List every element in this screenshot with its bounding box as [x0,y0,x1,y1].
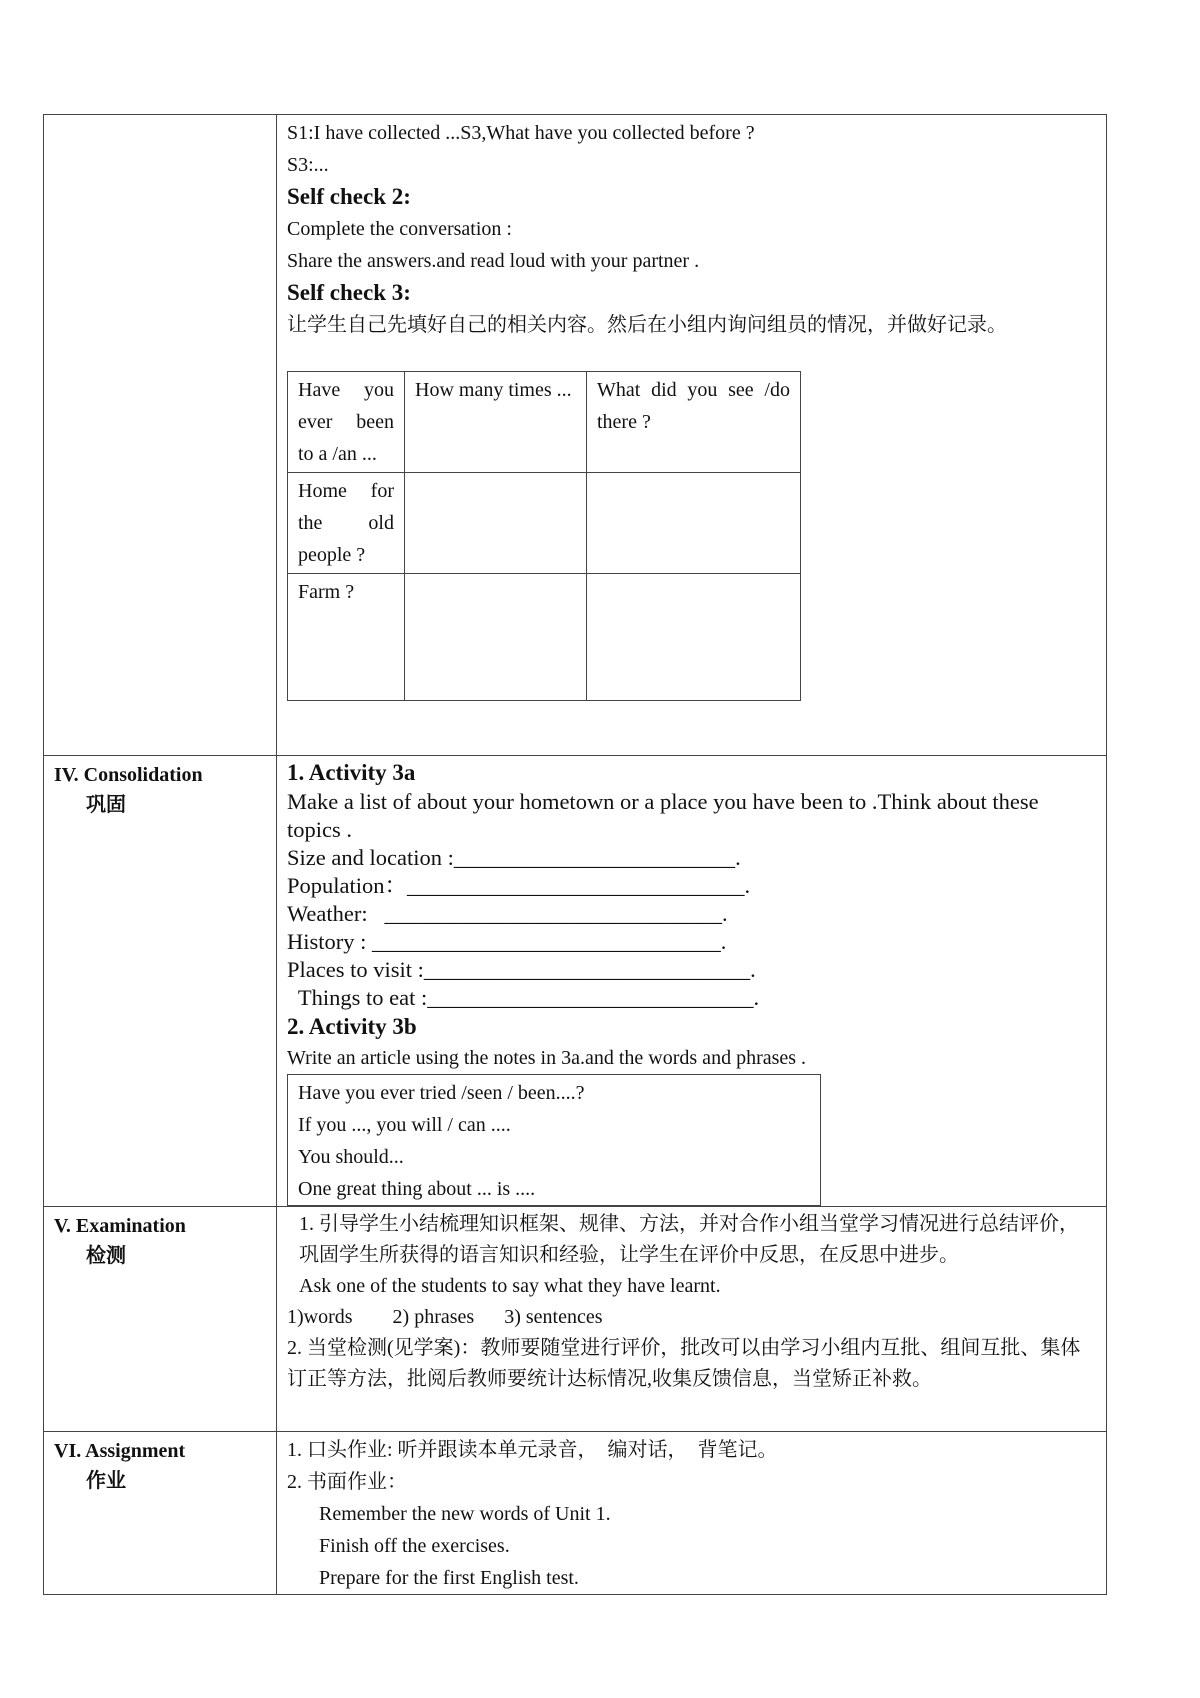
topic-item: Size and location :_________________________. [287,845,741,870]
topic-item: Weather: ______________________________. [287,901,728,926]
self-check-2-heading: Self check 2: [287,184,411,209]
sc2-line-1: Complete the conversation : [287,218,512,240]
examination-content-cell [277,1207,1107,1432]
assignment-item: Prepare for the first English test. [319,1567,579,1589]
assignment-label: VI. Assignment [54,1440,186,1462]
assignment-label-cell [44,1432,277,1595]
phrase-line: If you ..., you will / can .... [298,1114,511,1136]
survey-header-cell: Have you ever been to a /an ... [288,372,405,473]
survey-cell [587,574,801,701]
activity-3a-intro: Make a list of about your hometown or a place you have been to .Think about these topics . [287,789,1039,842]
activity-3a-heading: 1. Activity 3a [287,760,416,785]
activity-3b-heading: 2. Activity 3b [287,1014,417,1039]
examination-p2: Ask one of the students to say what they have learnt. [299,1275,721,1297]
examination-label-cell [44,1207,277,1432]
consolidation-content-cell [277,756,1107,1207]
sc2-line-2: Share the answers.and read loud with your partner . [287,250,700,272]
assignment-label-cn: 作业 [86,1470,126,1492]
survey-cell: Home for the old people ? [288,473,405,574]
topic-item: Things to eat :_____________________________. [287,985,760,1010]
survey-header-cell: How many times ... [405,372,587,473]
assignment-item: Finish off the exercises. [319,1535,510,1557]
survey-cell [405,473,587,574]
topic-item: Places to visit :_____________________________. [287,957,756,982]
topic-item: History : _______________________________. [287,929,727,954]
survey-cell: Farm ? [288,574,405,701]
survey-header-cell: What did you see /do there ? [587,372,801,473]
survey-table [287,371,801,701]
assignment-oral: 1. 口头作业: 听并跟读本单元录音， 编对话， 背笔记。 [287,1439,778,1461]
consolidation-label: IV. Consolidation [54,764,203,786]
phrase-line: One great thing about ... is .... [298,1178,536,1200]
assignment-written: 2. 书面作业： [287,1471,407,1493]
examination-p1: 1. 引导学生小结梳理知识框架、规律、方法，并对合作小组当堂学习情况进行总结评价，巩固学生所获得的语言知识和经验，让学生在评价中反思，在反思中进步。 [299,1213,1079,1266]
sc3-instruction: 让学生自己先填好自己的相关内容。然后在小组内询问组员的情况，并做好记录。 [287,314,1007,336]
row1-label-cell [44,115,277,756]
examination-label-cn: 检测 [86,1245,126,1267]
examination-p3: 1)words 2) phrases 3) sentences [287,1306,603,1328]
survey-cell [405,574,587,701]
consolidation-label-cn: 巩固 [86,794,126,816]
assignment-item: Remember the new words of Unit 1. [319,1503,611,1525]
lesson-plan-table [43,114,1107,1595]
self-check-3-heading: Self check 3: [287,280,411,305]
activity-3b-instruction: Write an article using the notes in 3a.and the words and phrases . [287,1047,807,1069]
assignment-content-cell [277,1432,1107,1595]
phrase-box [287,1074,821,1206]
survey-cell [587,473,801,574]
examination-label: V. Examination [54,1215,186,1237]
dialogue-line-2: S3:... [287,154,329,176]
row1-content-cell [277,115,1107,756]
phrase-line: Have you ever tried /seen / been....? [298,1082,585,1104]
phrase-line: You should... [298,1146,404,1168]
dialogue-line-1: S1:I have collected ...S3,What have you collected before ? [287,122,755,144]
topic-item: Population：______________________________. [287,873,751,898]
consolidation-label-cell [44,756,277,1207]
examination-p4: 2. 当堂检测(见学案)：教师要随堂进行评价，批改可以由学习小组内互批、组间互批、集体订正等方法，批阅后教师要统计达标情况,收集反馈信息，当堂矫正补救。 [287,1337,1081,1390]
